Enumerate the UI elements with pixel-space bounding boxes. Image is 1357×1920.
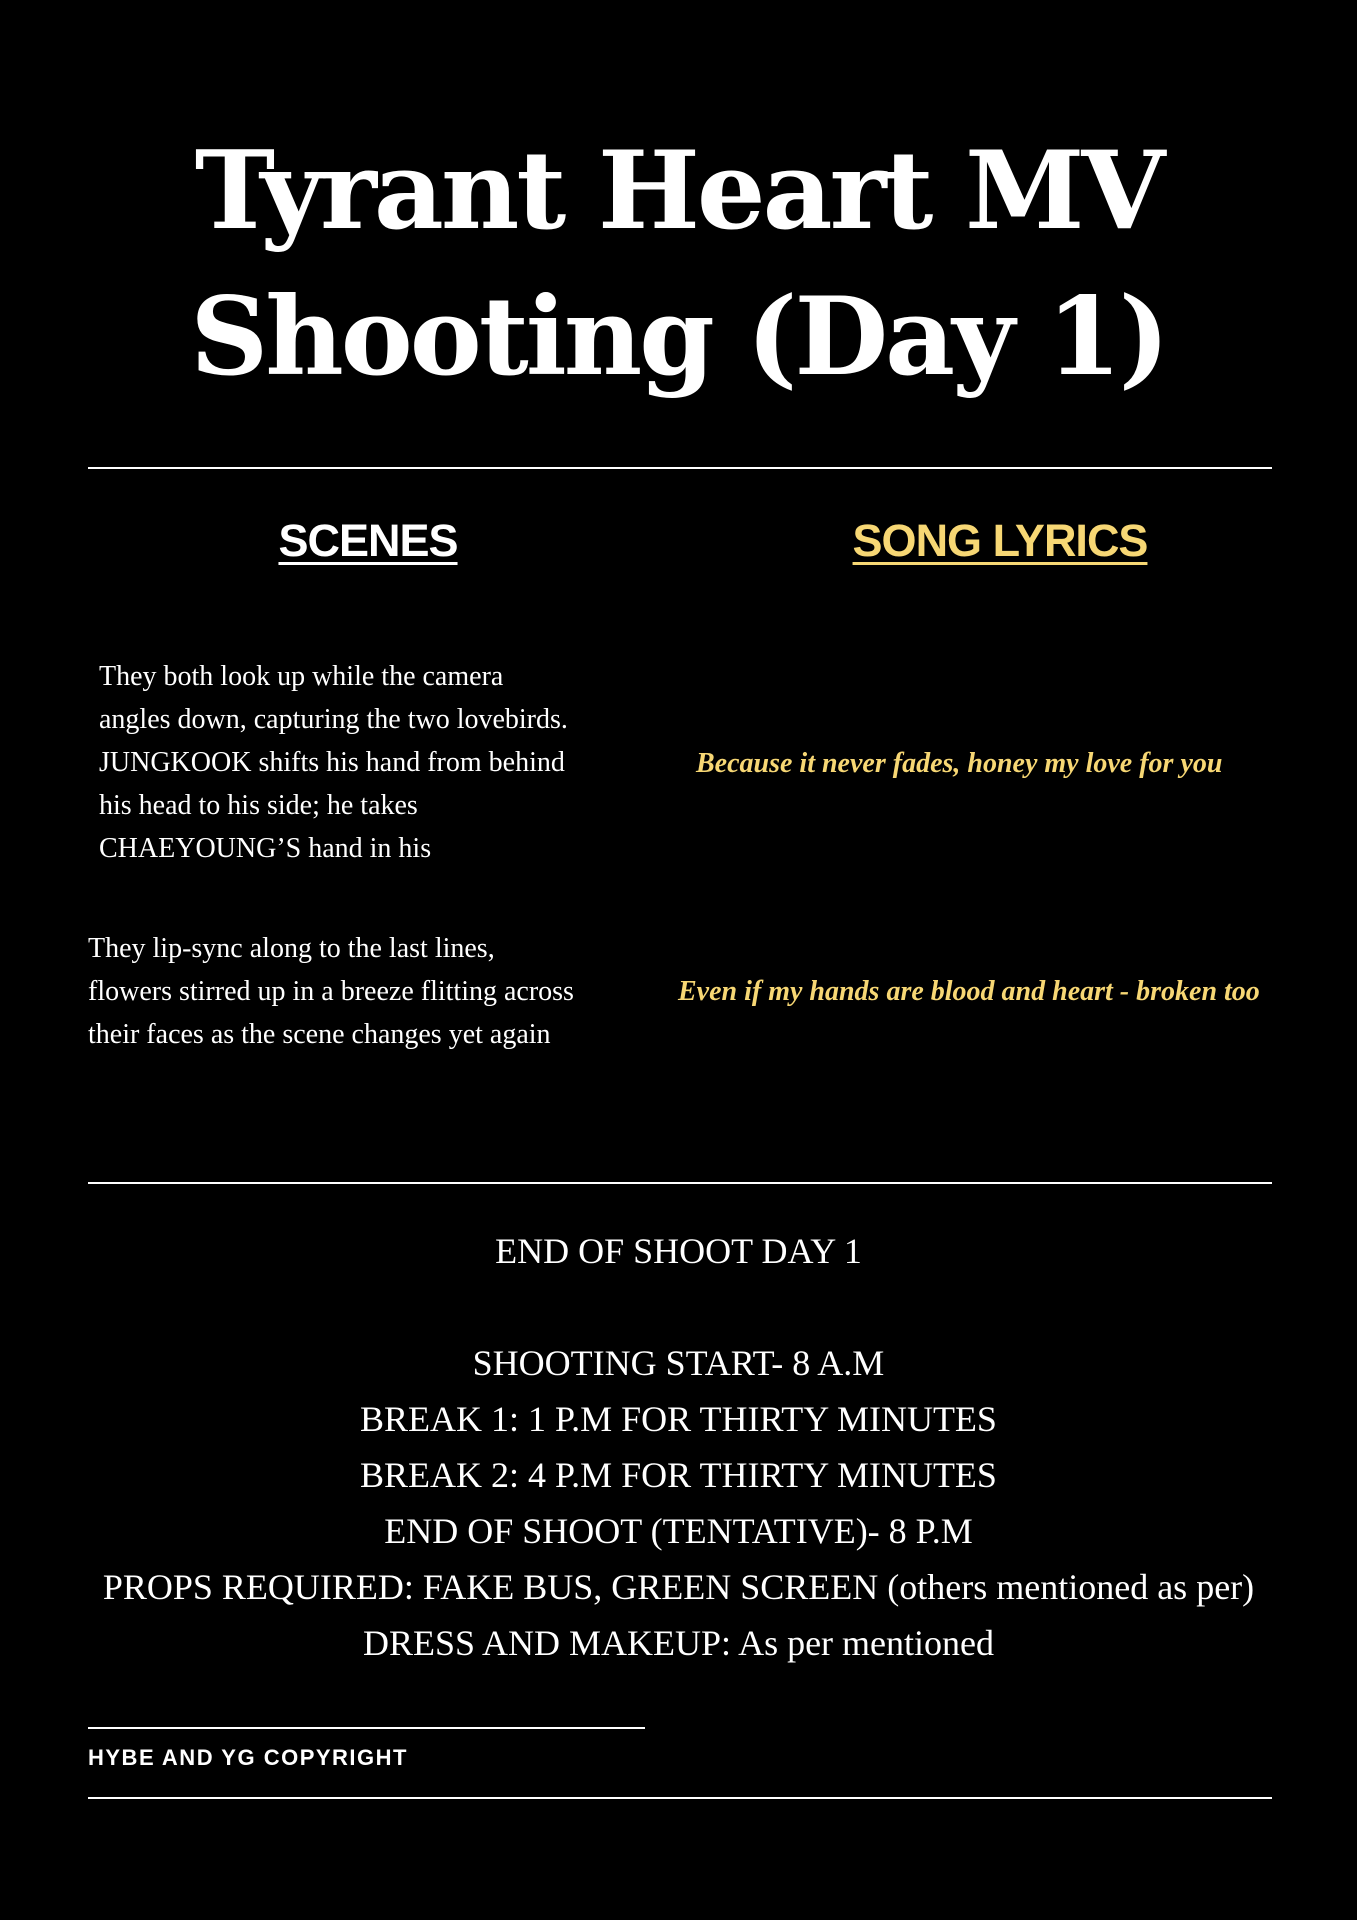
copyright-text: HYBE AND YG COPYRIGHT: [88, 1745, 408, 1770]
scene-text-1: They both look up while the camera angles down, capturing the two lovebirds. JUNGKOOK shifts his hand from behind his head to his side; he takes CHAEYOUNG’S hand in his: [99, 661, 568, 864]
schedule-line: BREAK 2: 4 P.M FOR THIRTY MINUTES: [360, 1455, 997, 1495]
footer-divider: [88, 1797, 1272, 1799]
dress-makeup-line: DRESS AND MAKEUP: As per mentioned: [362, 1623, 995, 1663]
end-of-shoot-heading: END OF SHOOT DAY 1: [495, 1231, 862, 1271]
shoot-summary: [0, 1223, 1357, 1671]
schedule-line: END OF SHOOT (TENTATIVE)- 8 P.M: [384, 1511, 973, 1551]
top-divider: [88, 467, 1272, 469]
schedule-line: BREAK 1: 1 P.M FOR THIRTY MINUTES: [360, 1399, 997, 1439]
page-title: [0, 118, 1357, 410]
page-title-line-1: Tyrant Heart MV: [194, 128, 1163, 254]
lyric-text-2: Even if my hands are blood and heart - broken too: [678, 976, 1260, 1007]
song-lyrics-heading: SONG LYRICS: [852, 515, 1148, 566]
middle-divider: [88, 1182, 1272, 1184]
scene-text-2: They lip-sync along to the last lines, flowers stirred up in a breeze flitting across their faces as the scene changes yet again: [88, 933, 574, 1050]
schedule-line: SHOOTING START- 8 A.M: [472, 1343, 885, 1383]
page-title-line-2: Shooting (Day 1): [190, 274, 1167, 400]
scenes-heading: SCENES: [278, 515, 458, 566]
props-line: PROPS REQUIRED: FAKE BUS, GREEN SCREEN (others mentioned as per): [102, 1567, 1255, 1607]
footer-short-divider: [88, 1727, 645, 1729]
summary-spacer: [0, 1279, 1357, 1335]
lyric-text-1: Because it never fades, honey my love for you: [696, 748, 1223, 779]
